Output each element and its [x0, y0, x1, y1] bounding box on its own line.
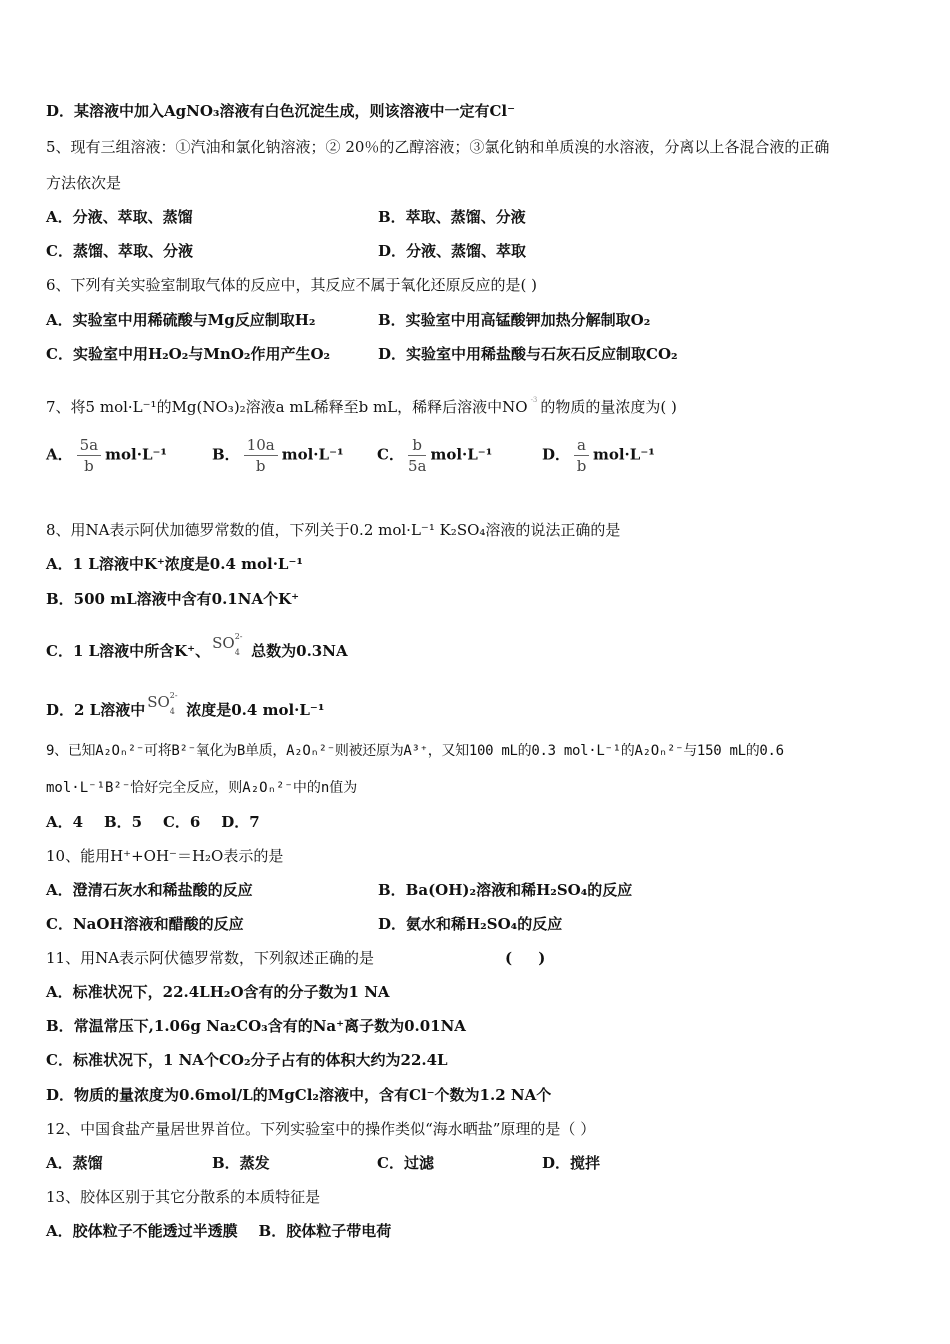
- q7-stem-part2: 的物质的量浓度为( ): [540, 398, 677, 416]
- q12-option-c: C．过滤: [377, 1154, 434, 1172]
- q7-stem-superscript: -3: [530, 396, 538, 404]
- q11-option-c: C．标准状况下，1 NA个CO₂分子占有的体积大约为22.4L: [46, 1051, 448, 1069]
- q8-c-ion-base: SO: [212, 634, 235, 652]
- q7-c-unit: mol·L⁻¹: [430, 445, 493, 464]
- q10-option-a: A．澄清石灰水和稀盐酸的反应: [46, 881, 253, 899]
- q8-stem: 8、用NA表示阿伏加德罗常数的值，下列关于0.2 mol·L⁻¹ K₂SO₄溶液的说法正确的是: [46, 521, 621, 539]
- q7-a-numerator: 5a: [77, 435, 102, 456]
- q4-option-d: D．某溶液中加入AgNO₃溶液有白色沉淀生成，则该溶液中一定有Cl⁻: [46, 102, 516, 120]
- q5-stem-line2: 方法依次是: [46, 174, 122, 192]
- q7-option-c: [377, 435, 492, 476]
- q6-option-b: B．实验室中用高锰酸钾加热分解制取O₂: [378, 311, 651, 329]
- q7-b-denominator: b: [255, 457, 266, 475]
- q10-option-c: C．NaOH溶液和醋酸的反应: [46, 915, 244, 933]
- q8-d-ion-sub: 4: [169, 707, 175, 716]
- q7-d-fraction: [574, 435, 589, 476]
- q7-a-label: A．: [46, 445, 73, 464]
- q6-option-a: A．实验室中用稀硫酸与Mg反应制取H₂: [46, 311, 316, 329]
- q9-stem-line2: mol·L⁻¹B²⁻恰好完全反应，则A₂Oₙ²⁻中的n值为: [46, 780, 358, 796]
- q11-option-a: A．标准状况下，22.4LH₂O含有的分子数为1 NA: [46, 983, 390, 1001]
- q8-c-ion-sub: 4: [234, 648, 240, 657]
- q6-option-d: D．实验室中用稀盐酸与石灰石反应制取CO₂: [378, 345, 678, 363]
- q7-option-a: [46, 435, 167, 476]
- q5-option-b: B．萃取、蒸馏、分液: [378, 208, 526, 226]
- q8-c-text-post: 总数为0.3NA: [251, 642, 348, 660]
- q10-option-b: B．Ba(OH)₂溶液和稀H₂SO₄的反应: [378, 881, 633, 899]
- q9-options: A．4 B．5 C．6 D．7: [46, 813, 260, 831]
- q9-stem-line1: 9、已知A₂Oₙ²⁻可将B²⁻氧化为B单质，A₂Oₙ²⁻则被还原为A³⁺，又知100 mL的0.3 mol·L⁻¹的A₂Oₙ²⁻与150 mL的0.6: [46, 743, 784, 759]
- q7-d-numerator: a: [574, 435, 589, 456]
- q7-a-denominator: b: [84, 457, 94, 475]
- q7-d-label: D．: [542, 445, 571, 464]
- q7-option-d: [542, 435, 655, 476]
- q6-option-c: C．实验室中用H₂O₂与MnO₂作用产生O₂: [46, 345, 331, 363]
- q11-stem: 11、用NA表示阿伏德罗常数，下列叙述正确的是: [46, 949, 375, 967]
- q7-a-fraction: [77, 435, 102, 476]
- q12-option-d: D．搅拌: [542, 1154, 601, 1172]
- q11-option-d: D．物质的量浓度为0.6mol/L的MgCl₂溶液中，含有Cl⁻个数为1.2 NA个: [46, 1086, 552, 1104]
- q13-stem: 13、胶体区别于其它分散系的本质特征是: [46, 1188, 321, 1206]
- q10-option-d: D．氨水和稀H₂SO₄的反应: [378, 915, 563, 933]
- q7-b-fraction: [244, 435, 278, 476]
- q7-b-numerator: 10a: [244, 435, 278, 456]
- q8-c-sulfate-ion: [212, 632, 243, 657]
- q7-c-denominator: 5a: [407, 457, 427, 475]
- q12-option-a: A．蒸馏: [46, 1154, 103, 1172]
- q8-option-d: [46, 692, 324, 720]
- q7-stem: [46, 390, 677, 417]
- q11-answer-paren: ( ): [505, 949, 546, 967]
- q7-c-numerator: b: [408, 435, 427, 456]
- q8-c-text-pre: C．1 L溶液中所含K⁺、: [46, 642, 211, 660]
- q12-option-b: B．蒸发: [212, 1154, 270, 1172]
- q8-option-b: B．500 mL溶液中含有0.1NA个K⁺: [46, 590, 300, 608]
- q5-option-d: D．分液、蒸馏、萃取: [378, 242, 527, 260]
- q12-stem: 12、中国食盐产量居世界首位。下列实验室中的操作类似“海水晒盐”原理的是（ ）: [46, 1120, 596, 1138]
- q13-options: A．胶体粒子不能透过半透膜 B．胶体粒子带电荷: [46, 1222, 392, 1240]
- q11-option-b: B．常温常压下,1.06g Na₂CO₃含有的Na⁺离子数为0.01NA: [46, 1017, 466, 1035]
- q8-d-sulfate-ion: [147, 691, 178, 716]
- q10-stem: 10、能用H⁺+OH⁻＝H₂O表示的是: [46, 847, 284, 865]
- q8-d-text-pre: D．2 L溶液中: [46, 701, 146, 719]
- q7-a-unit: mol·L⁻¹: [105, 445, 167, 464]
- q5-option-a: A．分液、萃取、蒸馏: [46, 208, 193, 226]
- q8-option-c: [46, 633, 348, 661]
- q7-c-fraction: [408, 435, 427, 476]
- q7-c-label: C．: [377, 445, 404, 464]
- q7-b-label: B．: [212, 445, 240, 464]
- q8-d-ion-base: SO: [147, 693, 170, 711]
- q8-option-a: A．1 L溶液中K⁺浓度是0.4 mol·L⁻¹: [46, 555, 303, 573]
- q7-stem-part1: 7、将5 mol·L⁻¹的Mg(NO₃)₂溶液a mL稀释至b mL，稀释后溶液中NO: [46, 398, 528, 416]
- q8-d-text-post: 浓度是0.4 mol·L⁻¹: [186, 701, 325, 719]
- q5-option-c: C．蒸馏、萃取、分液: [46, 242, 193, 260]
- q8-c-ion-charge: 2-: [234, 632, 243, 641]
- q8-d-ion-charge: 2-: [169, 691, 178, 700]
- q6-stem: 6、下列有关实验室制取气体的反应中，其反应不属于氧化还原反应的是( ): [46, 276, 538, 294]
- q7-option-b: [212, 435, 344, 476]
- q5-stem-line1: 5、现有三组溶液：①汽油和氯化钠溶液；② 20％的乙醇溶液；③氯化钠和单质溴的水溶液，分离以上各混合液的正确: [46, 138, 830, 156]
- q7-d-denominator: b: [576, 457, 587, 475]
- q7-b-unit: mol·L⁻¹: [281, 445, 344, 464]
- q7-d-unit: mol·L⁻¹: [592, 445, 655, 464]
